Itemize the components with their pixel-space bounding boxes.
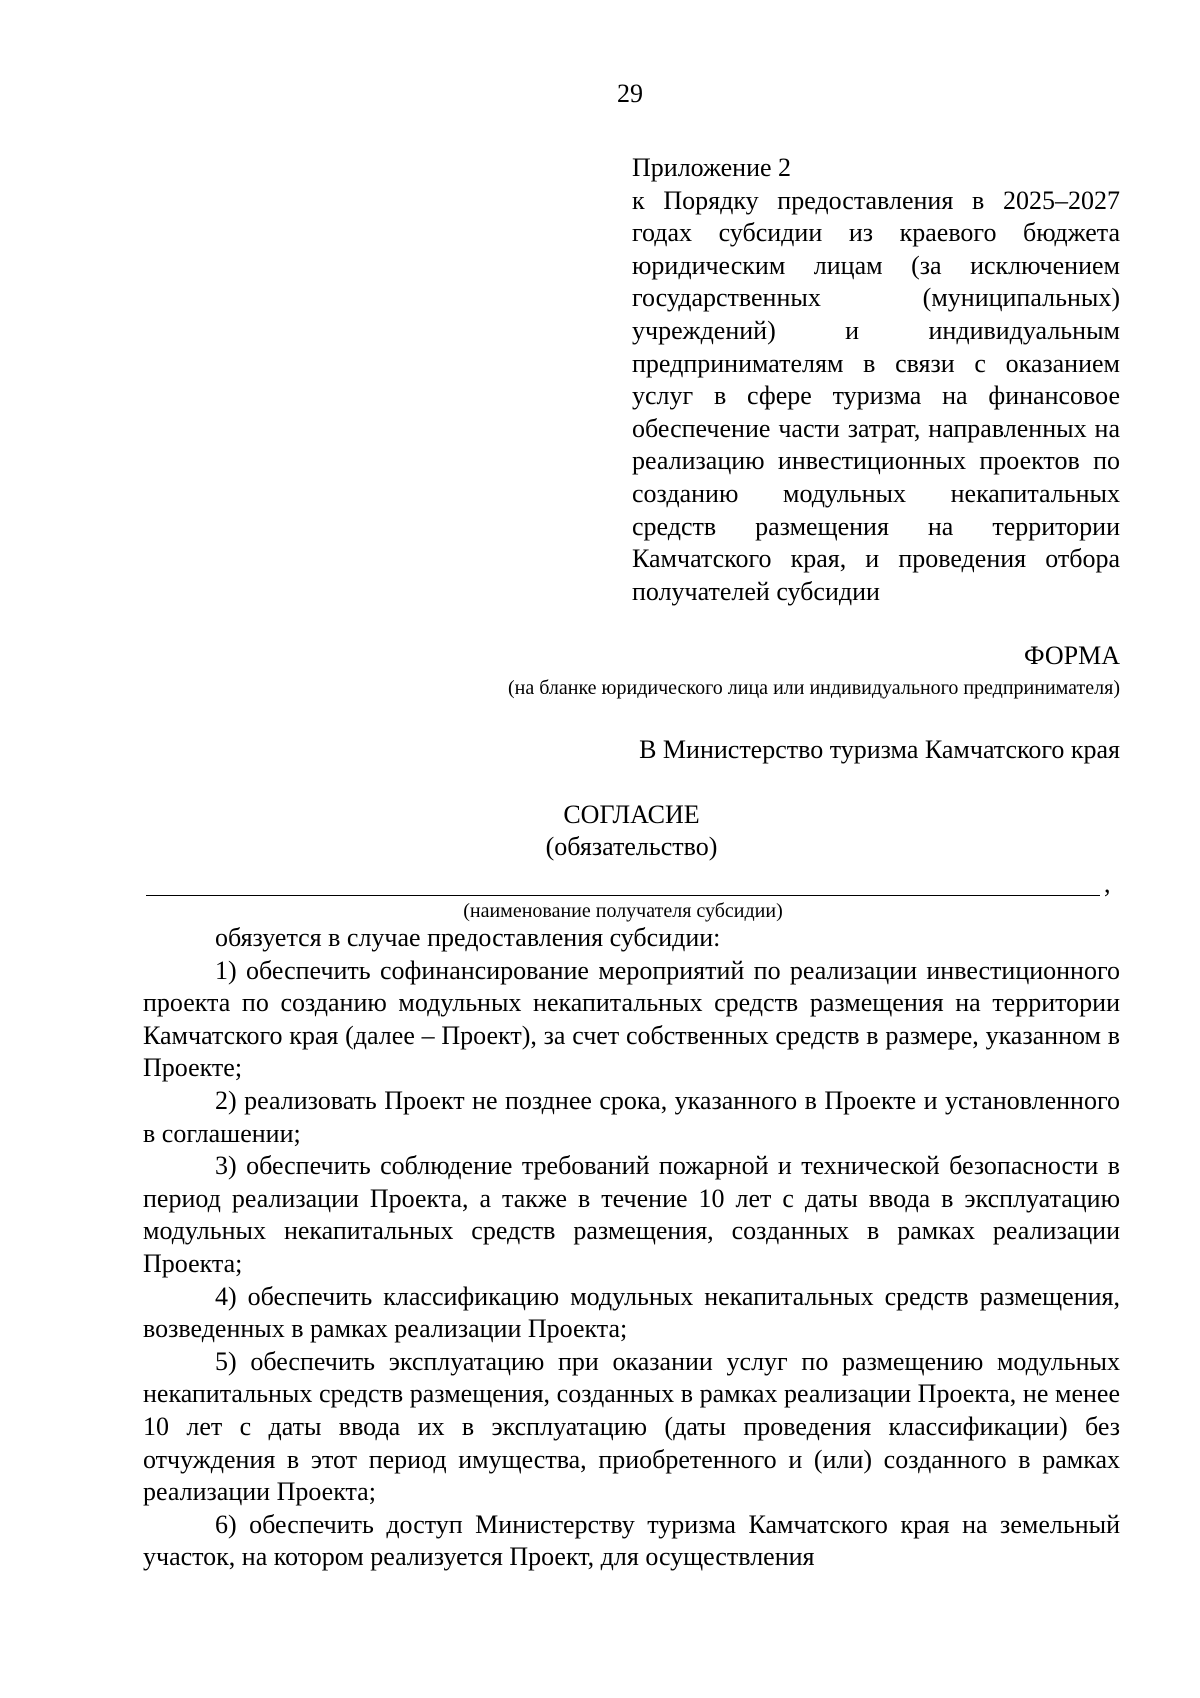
document-title: СОГЛАСИЕ <box>563 800 700 829</box>
obligation-item-6: 6) обеспечить доступ Министерству туризма Камчатского края на земельный участок, на котором реализуется Проект, для осуществления <box>143 1509 1120 1572</box>
appendix-title: Приложение 2 <box>632 153 792 182</box>
obligation-item-4: 4) обеспечить классификацию модульных некапитальных средств размещения, возведенных в рамках реализации Проекта; <box>143 1281 1120 1344</box>
appendix-text: к Порядку предоставления в 2025–2027 годах субсидии из краевого бюджета юридическим лицам (за исключением государственных (муниципальных) учреждений) и индивидуальным предпринимателям в связи с оказанием услуг в сфере туризма на финансовое обеспечение части затрат, направленных на реализацию инвестиционных проектов по созданию модульных некапитальных средств размещения на территории Камчатского края, и проведения отбора получателей субсидии <box>632 185 1120 606</box>
obligation-item-5: 5) обеспечить эксплуатацию при оказании услуг по размещению модульных некапитальных средств размещения, созданных в рамках реализации Проекта, не менее 10 лет с даты ввода их в эксплуатацию (даты проведения классификации) без отчуждения в этот период имущества, приобретенного и (или) созданного в рамках реализации Проекта; <box>143 1346 1120 1507</box>
document-body <box>143 922 1120 1574</box>
appendix-block <box>632 152 1120 608</box>
recipient-name-caption: (наименование получателя субсидии) <box>463 900 783 922</box>
document-subtitle: (обязательство) <box>545 832 718 861</box>
obligation-item-1: 1) обеспечить софинансирование мероприятий по реализации инвестиционного проекта по созданию модульных некапитальных средств размещения на территории Камчатского края (далее – Проект), за счет собственных средств в размере, указанном в Проекте; <box>143 955 1120 1083</box>
recipient-name-line <box>146 895 1100 896</box>
obligation-item-2: 2) реализовать Проект не позднее срока, указанного в Проекте и установленного в соглашении; <box>143 1085 1120 1148</box>
obligation-item-3: 3) обеспечить соблюдение требований пожарной и технической безопасности в период реализации Проекта, а также в течение 10 лет с даты ввода в эксплуатацию модульных некапитальных средств размещения, созданных в рамках реализации Проекта; <box>143 1151 1120 1278</box>
recipient-name-comma: , <box>1104 869 1111 898</box>
page-number: 29 <box>617 79 643 108</box>
form-label: ФОРМА <box>1024 641 1120 670</box>
form-note: (на бланке юридического лица или индивидуального предпринимателя) <box>507 677 1120 699</box>
addressee: В Министерство туризма Камчатского края <box>639 735 1120 764</box>
intro-paragraph: обязуется в случае предоставления субсидии: <box>215 923 721 952</box>
